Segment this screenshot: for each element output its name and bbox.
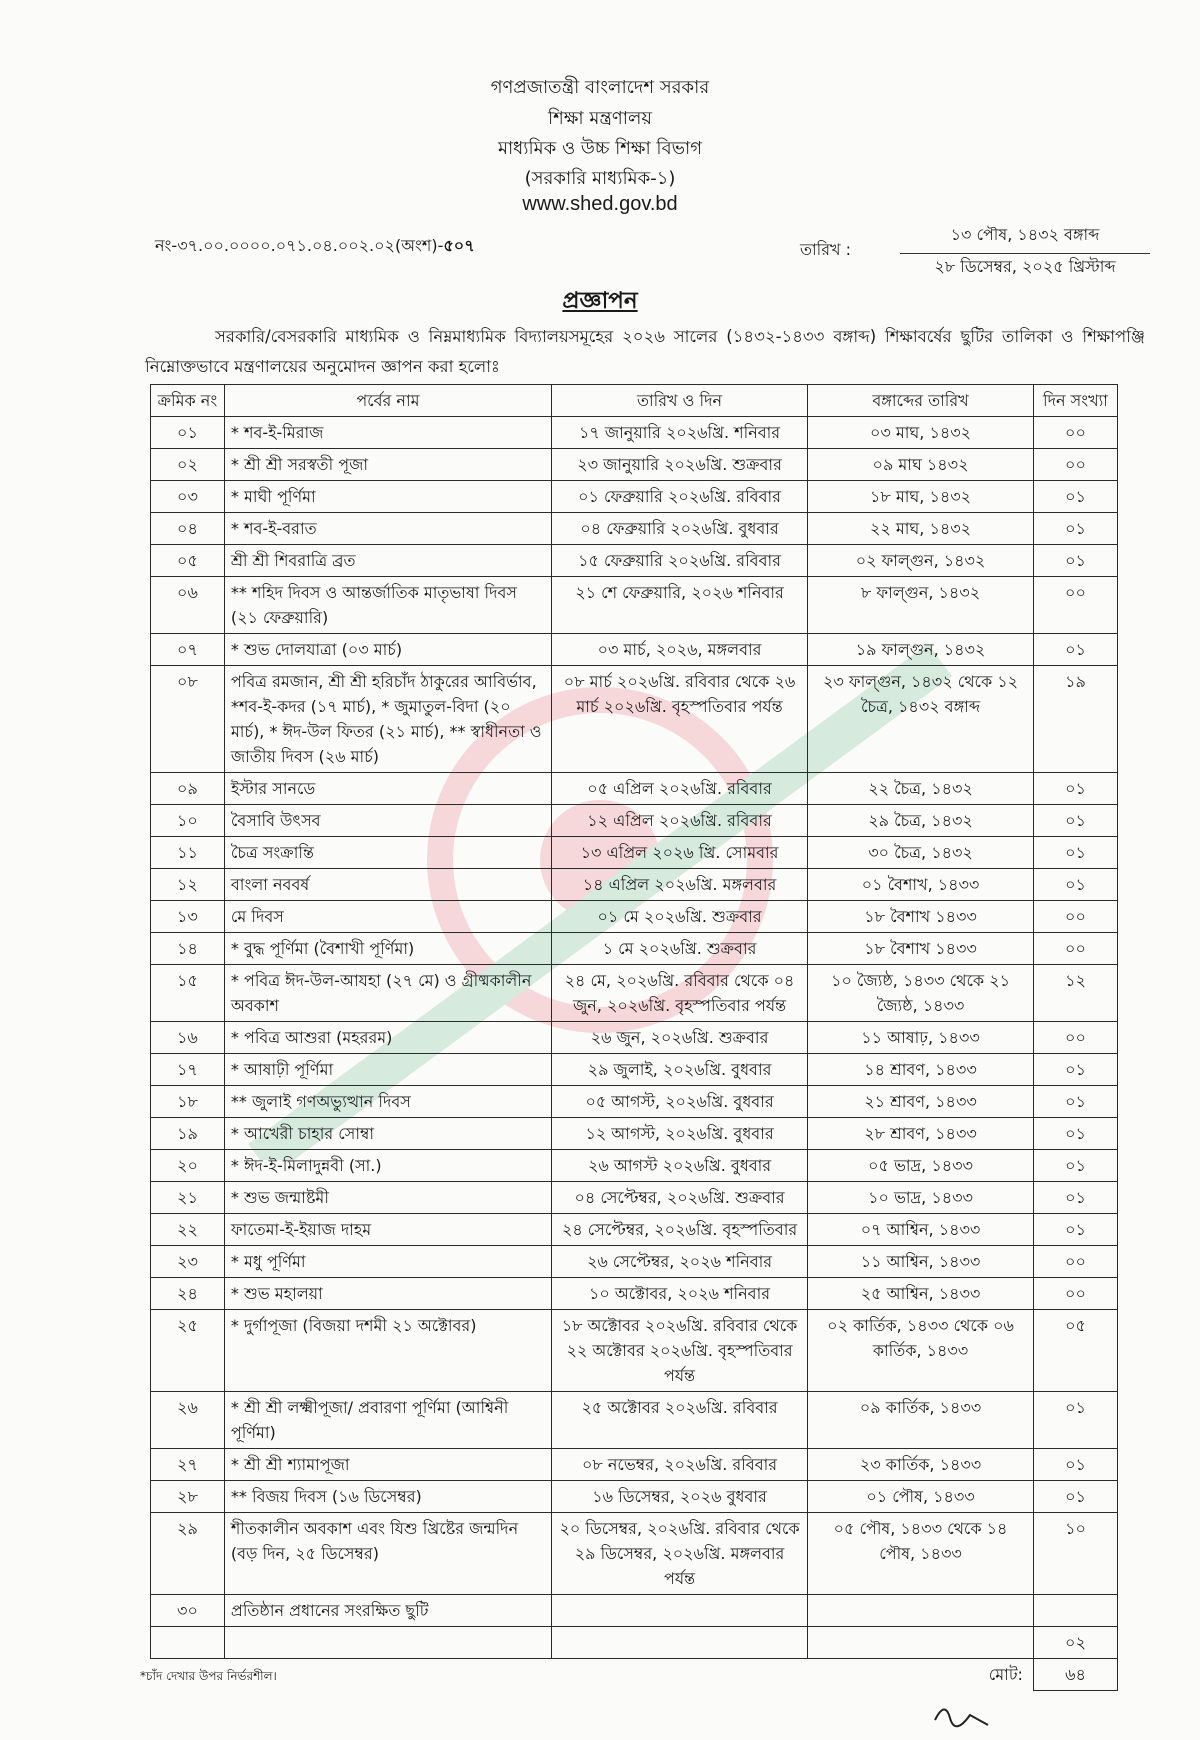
section-name: (সরকারি মাধ্যমিক-১): [524, 168, 676, 189]
serial-cell: ২১: [151, 1182, 225, 1214]
serial-cell: ১২: [151, 869, 225, 901]
festival-cell: ফাতেমা-ই-ইয়াজ দাহম: [224, 1214, 551, 1246]
bangla-date-cell: ২১ শ্রাবণ, ১৪৩৩: [808, 1086, 1034, 1118]
table-row: [151, 1278, 1118, 1310]
date-cell: ১২ আগস্ট, ২০২৬খ্রি. বুধবার: [551, 1118, 807, 1150]
bangla-date-cell: ২৯ চৈত্র, ১৪৩২: [808, 805, 1034, 837]
bangla-date-cell: ২৩ কার্তিক, ১৪৩৩: [808, 1449, 1034, 1481]
table-row: [151, 773, 1118, 805]
date-cell: ১ মে ২০২৬খ্রি. শুক্রবার: [551, 933, 807, 965]
bangla-date-cell: ০৩ মাঘ, ১৪৩২: [808, 417, 1034, 449]
date-label: তারিখ :: [800, 240, 852, 259]
festival-cell: বৈসাবি উৎসব: [224, 805, 551, 837]
date-cell: ১০ অক্টোবর, ২০২৬ শনিবার: [551, 1278, 807, 1310]
serial-cell: ২৪: [151, 1278, 225, 1310]
festival-cell: * মাঘী পূর্ণিমা: [224, 481, 551, 513]
table-row: [151, 481, 1118, 513]
table-row: [151, 1022, 1118, 1054]
serial-cell: ০৪: [151, 513, 225, 545]
days-cell: ০১: [1033, 1481, 1117, 1513]
date-cell: ১৪ এপ্রিল ২০২৬খ্রি. মঙ্গলবার: [551, 869, 807, 901]
days-cell: ০১: [1033, 1182, 1117, 1214]
serial-cell: ২২: [151, 1214, 225, 1246]
date-cell: ১৮ অক্টোবর ২০২৬খ্রি. রবিবার থেকে ২২ অক্টোবর ২০২৬খ্রি. বৃহস্পতিবার পর্যন্ত: [551, 1310, 807, 1392]
serial-cell: ১৭: [151, 1054, 225, 1086]
table-row: [151, 417, 1118, 449]
festival-cell: * পবিত্র আশুরা (মহররম): [224, 1022, 551, 1054]
col-bangla-date: বঙ্গাব্দের তারিখ: [808, 385, 1034, 417]
total-days-cell: ৬৪: [1033, 1659, 1117, 1691]
col-serial: ক্রমিক নং: [151, 385, 225, 417]
table-row: [151, 1481, 1118, 1513]
col-days: দিন সংখ্যা: [1033, 385, 1117, 417]
date-cell: ২৬ সেপ্টেম্বর, ২০২৬ শনিবার: [551, 1246, 807, 1278]
serial-cell: ১৩: [151, 901, 225, 933]
bangla-date-cell: ১৪ শ্রাবণ, ১৪৩৩: [808, 1054, 1034, 1086]
serial-cell: ২৬: [151, 1392, 225, 1449]
table-row: [151, 869, 1118, 901]
days-cell: ১২: [1033, 965, 1117, 1022]
table-row: [151, 545, 1118, 577]
table-row: [151, 449, 1118, 481]
bangla-date-cell: ০৫ ভাদ্র, ১৪৩৩: [808, 1150, 1034, 1182]
festival-cell: * দুর্গাপূজা (বিজয়া দশমী ২১ অক্টোবর): [224, 1310, 551, 1392]
division-name: মাধ্যমিক ও উচ্চ শিক্ষা বিভাগ: [497, 138, 703, 159]
days-cell: ০১: [1033, 1054, 1117, 1086]
table-row: [151, 577, 1118, 634]
date-cell: ০১ মে ২০২৬খ্রি. শুক্রবার: [551, 901, 807, 933]
serial-cell: ১৫: [151, 965, 225, 1022]
festival-cell: * আষাঢ়ী পূর্ণিমা: [224, 1054, 551, 1086]
festival-cell: * আখেরী চাহার সোম্বা: [224, 1118, 551, 1150]
table-row: [151, 513, 1118, 545]
date-cell: ২৫ অক্টোবর ২০২৬খ্রি. রবিবার: [551, 1392, 807, 1449]
table-row: [151, 1595, 1118, 1627]
days-cell: ০১: [1033, 773, 1117, 805]
date-cell: ১৩ এপ্রিল ২০২৬ খ্রি. সোমবার: [551, 837, 807, 869]
serial-cell: ১৯: [151, 1118, 225, 1150]
bangla-date-cell: ০৫ পৌষ, ১৪৩৩ থেকে ১৪ পৌষ, ১৪৩৩: [808, 1513, 1034, 1595]
table-row: [151, 837, 1118, 869]
date-cell: ১৫ ফেব্রুয়ারি ২০২৬খ্রি. রবিবার: [551, 545, 807, 577]
serial-cell: ২০: [151, 1150, 225, 1182]
days-cell: ০১: [1033, 837, 1117, 869]
empty-cell: [224, 1627, 551, 1659]
ministry-name: শিক্ষা মন্ত্রণালয়: [548, 108, 652, 129]
empty-cell: [808, 1627, 1034, 1659]
date-cell: ০১ ফেব্রুয়ারি ২০২৬খ্রি. রবিবার: [551, 481, 807, 513]
table-row: [151, 805, 1118, 837]
date-cell: ২০ ডিসেম্বর, ২০২৬খ্রি. রবিবার থেকে ২৯ ডিসেম্বর, ২০২৬খ্রি. মঙ্গলবার পর্যন্ত: [551, 1513, 807, 1595]
festival-cell: * শ্রী শ্রী লক্ষ্মীপূজা/ প্রবারণা পূর্ণিমা (আশ্বিনী পূর্ণিমা): [224, 1392, 551, 1449]
serial-cell: ০১: [151, 417, 225, 449]
serial-cell: ২৩: [151, 1246, 225, 1278]
date-cell: ০৫ আগস্ট, ২০২৬খ্রি. বুধবার: [551, 1086, 807, 1118]
serial-cell: ১৪: [151, 933, 225, 965]
bangla-date-cell: ১১ আশ্বিন, ১৪৩৩: [808, 1246, 1034, 1278]
empty-cell: [151, 1627, 225, 1659]
bangla-date-cell: ২৫ আশ্বিন, ১৪৩৩: [808, 1278, 1034, 1310]
festival-cell: * শ্রী শ্রী শ্যামাপূজা: [224, 1449, 551, 1481]
signature-mark: [930, 1700, 990, 1730]
serial-cell: ২৭: [151, 1449, 225, 1481]
bangla-date-cell: ২৩ ফাল্গুন, ১৪৩২ থেকে ১২ চৈত্র, ১৪৩২ বঙ্গাব্দ: [808, 666, 1034, 773]
date-cell: ২৩ জানুয়ারি ২০২৬খ্রি. শুক্রবার: [551, 449, 807, 481]
bangla-date-cell: ১১ আষাঢ়, ১৪৩৩: [808, 1022, 1034, 1054]
table-row: [151, 1310, 1118, 1392]
days-cell: ০০: [1033, 1022, 1117, 1054]
days-cell: ০১: [1033, 634, 1117, 666]
days-cell: ০১: [1033, 545, 1117, 577]
bangla-date-cell: ০১ বৈশাখ, ১৪৩৩: [808, 869, 1034, 901]
days-cell: ০১: [1033, 1449, 1117, 1481]
col-festival: পর্বের নাম: [224, 385, 551, 417]
table-row: [151, 1054, 1118, 1086]
serial-cell: ৩০: [151, 1595, 225, 1627]
festival-cell: * মধু পূর্ণিমা: [224, 1246, 551, 1278]
serial-cell: ০৫: [151, 545, 225, 577]
website-url[interactable]: www.shed.gov.bd: [522, 193, 678, 215]
table-row: [151, 965, 1118, 1022]
bangla-date-cell: ২৮ শ্রাবণ, ১৪৩৩: [808, 1118, 1034, 1150]
days-cell: ০০: [1033, 577, 1117, 634]
serial-cell: ২৯: [151, 1513, 225, 1595]
date-cell: ১২ এপ্রিল ২০২৬খ্রি. রবিবার: [551, 805, 807, 837]
date-cell: ২১ শে ফেব্রুয়ারি, ২০২৬ শনিবার: [551, 577, 807, 634]
col-date: তারিখ ও দিন: [551, 385, 807, 417]
table-row: [151, 1214, 1118, 1246]
serial-cell: ২৮: [151, 1481, 225, 1513]
table-row: [151, 1392, 1118, 1449]
festival-cell: বাংলা নববর্ষ: [224, 869, 551, 901]
bangla-date-cell: ০৭ আশ্বিন, ১৪৩৩: [808, 1214, 1034, 1246]
footnote: *চাঁদ দেখার উপর নির্ভরশীল।: [140, 1669, 277, 1683]
festival-cell: শ্রী শ্রী শিবরাত্রি ব্রত: [224, 545, 551, 577]
days-cell: ১৯: [1033, 666, 1117, 773]
serial-cell: ০৮: [151, 666, 225, 773]
table-row: [151, 901, 1118, 933]
festival-cell: ইস্টার সানডে: [224, 773, 551, 805]
date-bangla: ১৩ পৌষ, ১৪৩২ বঙ্গাব্দ: [900, 222, 1150, 254]
date-cell: ২৪ মে, ২০২৬খ্রি. রবিবার থেকে ০৪ জুন, ২০২৬খ্রি. বৃহস্পতিবার পর্যন্ত: [551, 965, 807, 1022]
bangla-date-cell: [808, 1595, 1034, 1627]
days-cell: ০১: [1033, 1214, 1117, 1246]
days-cell: ০০: [1033, 933, 1117, 965]
festival-cell: ** জুলাই গণঅভ্যুত্থান দিবস: [224, 1086, 551, 1118]
table-row: [151, 1449, 1118, 1481]
bangla-date-cell: ১৮ বৈশাখ ১৪৩৩: [808, 933, 1034, 965]
serial-cell: ১৬: [151, 1022, 225, 1054]
date-cell: ১৬ ডিসেম্বর, ২০২৬ বুধবার: [551, 1481, 807, 1513]
bangla-date-cell: ১৮ মাঘ, ১৪৩২: [808, 481, 1034, 513]
festival-cell: শীতকালীন অবকাশ এবং যিশু খ্রিষ্টের জন্মদিন (বড় দিন, ২৫ ডিসেম্বর): [224, 1513, 551, 1595]
serial-cell: ০৬: [151, 577, 225, 634]
bangla-date-cell: ৮ ফাল্গুন, ১৪৩২: [808, 577, 1034, 634]
bangla-date-cell: ০৯ মাঘ ১৪৩২: [808, 449, 1034, 481]
holiday-table: [150, 384, 1118, 1691]
table-row: [151, 1246, 1118, 1278]
bangla-date-cell: ২২ চৈত্র, ১৪৩২: [808, 773, 1034, 805]
days-cell: ০১: [1033, 1086, 1117, 1118]
bangla-date-cell: ০২ কার্তিক, ১৪৩৩ থেকে ০৬ কার্তিক, ১৪৩৩: [808, 1310, 1034, 1392]
serial-cell: ০৯: [151, 773, 225, 805]
days-cell: ০০: [1033, 1246, 1117, 1278]
date-cell: ০৮ নভেম্বর, ২০২৬খ্রি. রবিবার: [551, 1449, 807, 1481]
table-row: [151, 933, 1118, 965]
days-cell: ০০: [1033, 417, 1117, 449]
festival-cell: চৈত্র সংক্রান্তি: [224, 837, 551, 869]
table-row: [151, 1086, 1118, 1118]
serial-cell: ০২: [151, 449, 225, 481]
date-cell: [551, 1595, 807, 1627]
festival-cell: * শব-ই-বরাত: [224, 513, 551, 545]
bangla-date-cell: ০২ ফাল্গুন, ১৪৩২: [808, 545, 1034, 577]
date-cell: ২৬ আগস্ট ২০২৬খ্রি. বুধবার: [551, 1150, 807, 1182]
intro-paragraph: সরকারি/বেসরকারি মাধ্যমিক ও নিম্নমাধ্যমিক বিদ্যালয়সমূহের ২০২৬ সালের (১৪৩২-১৪৩৩ বঙ্গাব্দ) শিক্ষাবর্ষের ছুটির তালিকা ও শিক্ষাপঞ্জি নিম্নোক্তভাবে মন্ত্রণালয়ের অনুমোদন জ্ঞাপন করা হলোঃ: [145, 327, 1145, 376]
bangla-date-cell: ১০ জ্যৈষ্ঠ, ১৪৩৩ থেকে ২১ জ্যৈষ্ঠ, ১৪৩৩: [808, 965, 1034, 1022]
date-cell: ০৪ ফেব্রুয়ারি ২০২৬খ্রি. বুধবার: [551, 513, 807, 545]
festival-cell: * শুভ জন্মাষ্টমী: [224, 1182, 551, 1214]
bangla-date-cell: ১০ ভাদ্র, ১৪৩৩: [808, 1182, 1034, 1214]
festival-cell: * পবিত্র ঈদ-উল-আযহা (২৭ মে) ও গ্রীষ্মকালীন অবকাশ: [224, 965, 551, 1022]
table-row: [151, 666, 1118, 773]
serial-cell: ২৫: [151, 1310, 225, 1392]
days-cell: ০০: [1033, 901, 1117, 933]
serial-cell: ১১: [151, 837, 225, 869]
table-header-row: [151, 385, 1118, 417]
festival-cell: ** বিজয় দিবস (১৬ ডিসেম্বর): [224, 1481, 551, 1513]
date-gregorian: ২৮ ডিসেম্বর, ২০২৫ খ্রিস্টাব্দ: [934, 257, 1116, 276]
gov-name: গণপ্রজাতন্ত্রী বাংলাদেশ সরকার: [490, 77, 710, 98]
serial-cell: ০৭: [151, 634, 225, 666]
date-cell: ১৭ জানুয়ারি ২০২৬খ্রি. শনিবার: [551, 417, 807, 449]
total-label: মোট:: [988, 1665, 1023, 1684]
date-cell: ০৫ এপ্রিল ২০২৬খ্রি. রবিবার: [551, 773, 807, 805]
festival-cell: * ঈদ-ই-মিলাদুন্নবী (সা.): [224, 1150, 551, 1182]
date-cell: ২৯ জুলাই, ২০২৬খ্রি. বুধবার: [551, 1054, 807, 1086]
reserved-row: [151, 1627, 1118, 1659]
memo-number: নং-৩৭.০০.০০০০.০৭১.০৪.০০২.০২(অংশ)-৫০৭: [155, 236, 475, 255]
bangla-date-cell: ২২ মাঘ, ১৪৩২: [808, 513, 1034, 545]
serial-cell: ১৮: [151, 1086, 225, 1118]
bangla-date-cell: ০৯ কার্তিক, ১৪৩৩: [808, 1392, 1034, 1449]
table-row: [151, 1182, 1118, 1214]
empty-cell: [551, 1627, 807, 1659]
festival-cell: * শ্রী শ্রী সরস্বতী পূজা: [224, 449, 551, 481]
bangla-date-cell: ১৮ বৈশাখ ১৪৩৩: [808, 901, 1034, 933]
days-cell: ০১: [1033, 1150, 1117, 1182]
festival-cell: * বুদ্ধ পূর্ণিমা (বৈশাখী পূর্ণিমা): [224, 933, 551, 965]
reserved-days-cell: ০২: [1033, 1627, 1117, 1659]
days-cell: ০১: [1033, 481, 1117, 513]
festival-cell: প্রতিষ্ঠান প্রধানের সংরক্ষিত ছুটি: [224, 1595, 551, 1627]
date-cell: ২৪ সেপ্টেম্বর, ২০২৬খ্রি. বৃহস্পতিবার: [551, 1214, 807, 1246]
bangla-date-cell: ০১ পৌষ, ১৪৩৩: [808, 1481, 1034, 1513]
days-cell: [1033, 1595, 1117, 1627]
days-cell: ০১: [1033, 513, 1117, 545]
festival-cell: মে দিবস: [224, 901, 551, 933]
days-cell: ০০: [1033, 449, 1117, 481]
festival-cell: * শুভ মহালয়া: [224, 1278, 551, 1310]
days-cell: ০১: [1033, 1392, 1117, 1449]
days-cell: ০১: [1033, 869, 1117, 901]
festival-cell: ** শহিদ দিবস ও আন্তর্জাতিক মাতৃভাষা দিবস (২১ ফেব্রুয়ারি): [224, 577, 551, 634]
date-cell: ২৬ জুন, ২০২৬খ্রি. শুক্রবার: [551, 1022, 807, 1054]
bangla-date-cell: ৩০ চৈত্র, ১৪৩২: [808, 837, 1034, 869]
serial-cell: ০৩: [151, 481, 225, 513]
table-body: [151, 417, 1118, 1691]
date-cell: ০৩ মার্চ, ২০২৬, মঙ্গলবার: [551, 634, 807, 666]
days-cell: ০৫: [1033, 1310, 1117, 1392]
bangla-date-cell: ১৯ ফাল্গুন, ১৪৩২: [808, 634, 1034, 666]
days-cell: ১০: [1033, 1513, 1117, 1595]
festival-cell: * শব-ই-মিরাজ: [224, 417, 551, 449]
festival-cell: * শুভ দোলযাত্রা (০৩ মার্চ): [224, 634, 551, 666]
notice-title: প্রজ্ঞাপন: [562, 288, 638, 314]
festival-cell: পবিত্র রমজান, শ্রী শ্রী হরিচাঁদ ঠাকুরের আবির্ভাব, *শব-ই-কদর (১৭ মার্চ), * জুমাতুল-বিদা (২০ মার্চ), * ঈদ-উল ফিতর (২১ মার্চ), ** স্বাধীনতা ও জাতীয় দিবস (২৬ মার্চ): [224, 666, 551, 773]
days-cell: ০১: [1033, 1118, 1117, 1150]
date-cell: ০৪ সেপ্টেম্বর, ২০২৬খ্রি. শুক্রবার: [551, 1182, 807, 1214]
table-row: [151, 634, 1118, 666]
serial-cell: ১০: [151, 805, 225, 837]
total-row: [151, 1659, 1118, 1691]
table-row: [151, 1150, 1118, 1182]
date-cell: ০৮ মার্চ ২০২৬খ্রি. রবিবার থেকে ২৬ মার্চ ২০২৬খ্রি. বৃহস্পতিবার পর্যন্ত: [551, 666, 807, 773]
days-cell: ০০: [1033, 1278, 1117, 1310]
table-row: [151, 1513, 1118, 1595]
days-cell: ০১: [1033, 805, 1117, 837]
table-row: [151, 1118, 1118, 1150]
